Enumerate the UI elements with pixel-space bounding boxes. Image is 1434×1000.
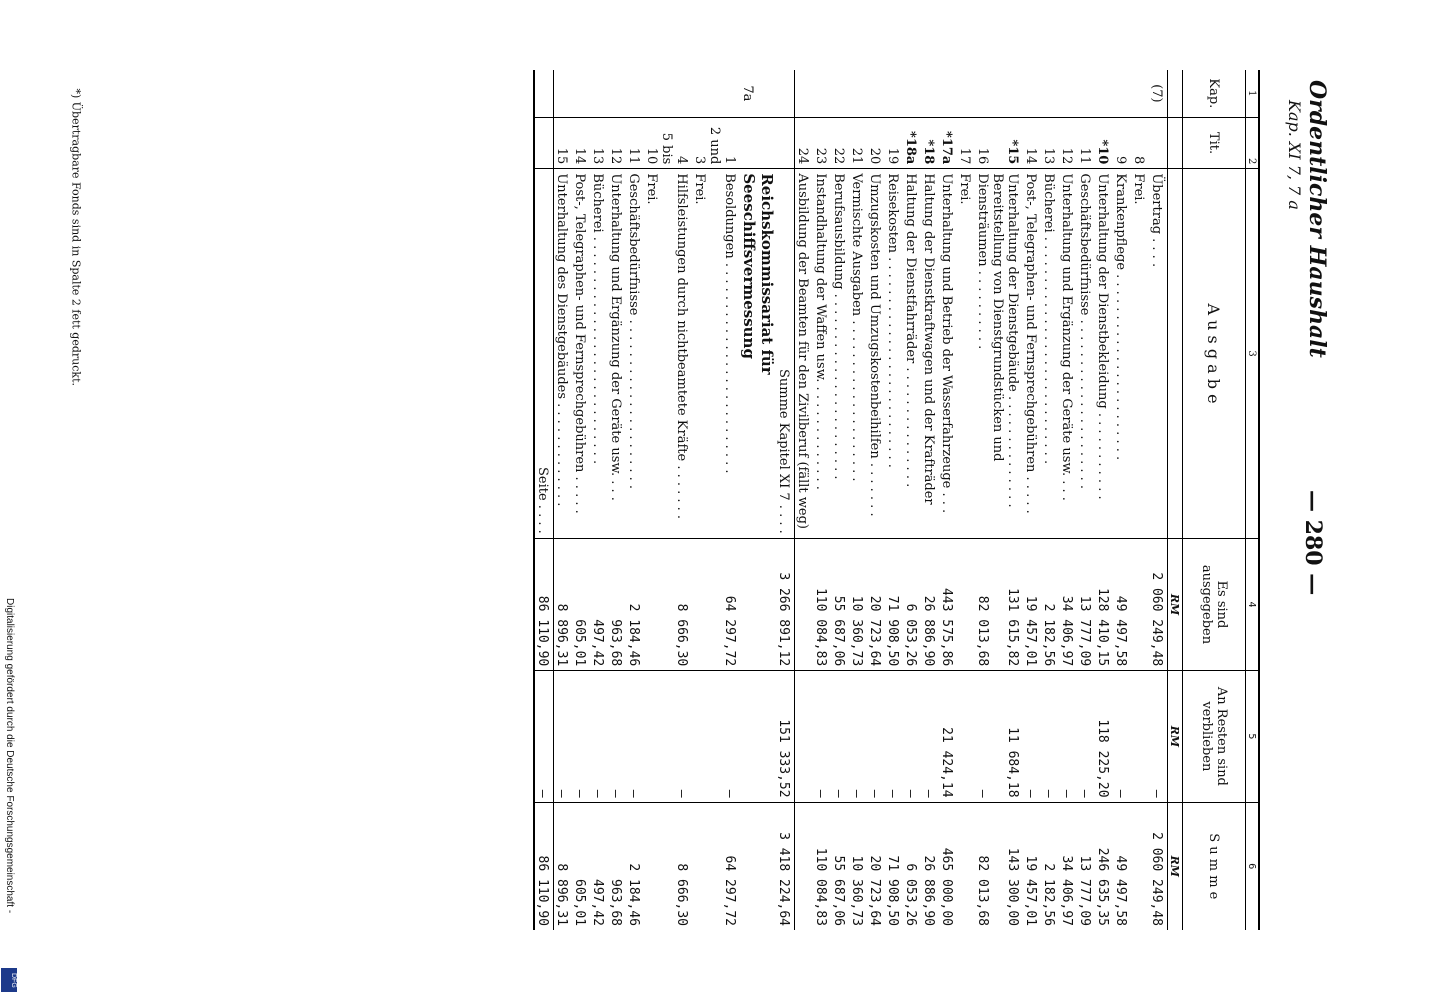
cell-ausgabe: Post-, Telegraphen- und Fernsprechgebühren . . . . . (572, 169, 590, 538)
cell-ausgabe: Unterhaltung und Betrieb der Wasserfahrzeuge . . . (939, 169, 957, 538)
cell-ausgegeben: 71 908,50 (885, 538, 903, 671)
cell-kap (608, 70, 626, 117)
table-row (1149, 70, 1168, 930)
cell-kap (626, 70, 644, 117)
cell-kap (903, 70, 921, 117)
cell-reste: — (590, 671, 608, 802)
cell-reste: — (572, 671, 590, 802)
cell-reste: — (626, 671, 644, 802)
cell-kap (795, 70, 814, 117)
table-row (921, 70, 939, 930)
cell-summe: 19 457,01 (1023, 802, 1041, 930)
cell-summe (957, 802, 975, 930)
cell-ausgegeben: 34 406,97 (1059, 538, 1077, 671)
cell-summe: 143 300,00 (1005, 802, 1023, 930)
cell-reste: — (722, 671, 740, 802)
cell-ausgabe: Unterhaltung des Dienstgebäudes . . . . . . . . . . . . . (554, 169, 573, 538)
cell-ausgabe: Haltung der Dienstfahrräder . . . . . . . . . . . . . . . (903, 169, 921, 538)
cell-reste: — (903, 671, 921, 802)
cell-kap (1041, 70, 1059, 117)
total-summe: 3 418 224,64 (776, 802, 795, 930)
cell-ausgabe: Umzugskosten und Umzugskostenbeihilfen . . . . . . . (867, 169, 885, 538)
table-row (975, 70, 1005, 930)
cell-tit: *15 (1005, 117, 1023, 169)
cell-summe: 64 297,72 (722, 802, 740, 930)
cell-reste: — (885, 671, 903, 802)
page-total-summe: 86 110,90 (534, 802, 554, 930)
cell-reste: — (1059, 671, 1077, 802)
cell-reste: — (1023, 671, 1041, 802)
cell-kap (1005, 70, 1023, 117)
cell-kap (885, 70, 903, 117)
table-row (1023, 70, 1041, 930)
cell-reste: — (849, 671, 867, 802)
cell-summe: 6 053,26 (903, 802, 921, 930)
cell-ausgabe: Unterhaltung der Dienstbekleidung . . . . . . . . . . . (1095, 169, 1113, 538)
table-row (674, 70, 692, 930)
cell-summe: 497,42 (590, 802, 608, 930)
cell-tit: 14 (1023, 117, 1041, 169)
cell-kap (957, 70, 975, 117)
cell-kap (674, 70, 692, 117)
cell-reste: 21 424,14 (939, 671, 957, 802)
unit-row (1168, 70, 1183, 930)
cell-ausgegeben: 605,01 (572, 538, 590, 671)
table-row (957, 70, 975, 930)
header-kap: Kap. (1183, 70, 1246, 117)
table-row (644, 70, 674, 930)
cell-ausgabe: Bereitstellung von Dienstgrundstücken und Diensträumen . . . . . . . . . . (975, 169, 1005, 538)
table-row (813, 70, 831, 930)
cell-tit: 2 und 3 (692, 117, 722, 169)
cell-ausgegeben: 443 575,86 (939, 538, 957, 671)
cell-reste: — (1077, 671, 1095, 802)
cell-ausgabe: Geschäftsbedürfnisse . . . . . . . . . . . . . . . . . . . . . (626, 169, 644, 538)
cell-summe: 10 360,73 (849, 802, 867, 930)
unit-col5: RM (1168, 671, 1183, 802)
table-row (554, 70, 573, 930)
cell-ausgabe: Bücherei . . . . . . . . . . . . . . . . . . . . . . . . . . . . (590, 169, 608, 538)
cell-tit: 13 (590, 117, 608, 169)
cell-tit: 4 (674, 117, 692, 169)
cell-tit: 23 (813, 117, 831, 169)
page-header (1280, 70, 1340, 930)
unit-col4: RM (1168, 538, 1183, 671)
total-row (776, 70, 795, 930)
chapter-7-rows (795, 70, 1168, 930)
rotated-document (60, 70, 1340, 930)
column-number: 5 (1246, 671, 1260, 802)
cell-tit: 17 (957, 117, 975, 169)
section-title: Reichskommissariat für Seeschiffsvermessung (740, 169, 776, 538)
cell-tit: 19 (885, 117, 903, 169)
cell-kap: (7) (1149, 84, 1164, 103)
cell-summe: 34 406,97 (1059, 802, 1077, 930)
cell-ausgabe: Übertrag . . . . (1149, 169, 1168, 538)
table-row (939, 70, 957, 930)
cell-kap (554, 70, 573, 117)
cell-reste: — (921, 671, 939, 802)
column-number-row (1246, 70, 1260, 930)
table-row (608, 70, 626, 930)
cell-kap (1023, 70, 1041, 117)
header-reste: An Resten sind verblieben (1183, 671, 1246, 802)
cell-kap (590, 70, 608, 117)
footnote (66, 88, 83, 412)
cell-ausgegeben (644, 538, 674, 671)
cell-reste (957, 671, 975, 802)
cell-tit: 21 (849, 117, 867, 169)
cell-reste: — (1149, 671, 1168, 802)
cell-summe (692, 802, 722, 930)
cell-ausgabe: Instandhaltung der Waffen usw. . . . . . . . . . . . . . (813, 169, 831, 538)
cell-ausgabe: Berufsausbildung . . . . . . . . . . . . . . . . . . . . . . . (831, 169, 849, 538)
cell-ausgegeben: 10 360,73 (849, 538, 867, 671)
cell-ausgabe: Frei. (957, 169, 975, 538)
cell-ausgabe: Unterhaltung und Ergänzung der Geräte usw. . . . (608, 169, 626, 538)
cell-tit: *17a (939, 117, 957, 169)
cell-summe: 465 000,00 (939, 802, 957, 930)
cell-ausgegeben (795, 538, 814, 671)
cell-ausgegeben: 19 457,01 (1023, 538, 1041, 671)
cell-ausgegeben: 20 723,64 (867, 538, 885, 671)
cell-summe: 110 084,83 (813, 802, 831, 930)
cell-ausgegeben: 64 297,72 (722, 538, 740, 671)
cell-reste (795, 671, 814, 802)
cell-ausgegeben: 110 084,83 (813, 538, 831, 671)
page-title: Ordentlicher Haushalt (1304, 80, 1330, 358)
cell-summe: 8 896,31 (554, 802, 573, 930)
table-row (1095, 70, 1113, 930)
cell-kap (975, 70, 1005, 117)
cell-summe: 963,68 (608, 802, 626, 930)
section-kap: 7a (740, 85, 755, 102)
total-ausgegeben: 3 266 891,12 (776, 538, 795, 671)
cell-kap (831, 70, 849, 117)
cell-ausgegeben: 13 777,09 (1077, 538, 1095, 671)
cell-ausgegeben (692, 538, 722, 671)
cell-ausgabe: Geschäftsbedürfnisse . . . . . . . . . . . . . . . . . . . . . (1077, 169, 1095, 538)
page-total-section (534, 70, 554, 930)
column-number: 2 (1246, 117, 1260, 169)
chapter-subtitle: Kap. XI 7, 7 a (1285, 100, 1304, 210)
table-row (849, 70, 867, 930)
table-row (626, 70, 644, 930)
cell-summe: 49 497,58 (1113, 802, 1131, 930)
cell-summe: 13 777,09 (1077, 802, 1095, 930)
table-row (903, 70, 921, 930)
column-header-row (1183, 70, 1246, 930)
cell-ausgabe: Ausbildung der Beamten für den Zivilberuf (fällt weg) (795, 169, 814, 538)
chapter-7a-rows (554, 70, 741, 930)
page-total-row (534, 70, 554, 930)
page-number: — 280 — (1300, 490, 1326, 596)
cell-ausgegeben: 2 184,46 (626, 538, 644, 671)
cell-tit: 1 (722, 117, 740, 169)
cell-summe: 26 886,90 (921, 802, 939, 930)
cell-summe: 2 060 249,48 (1149, 802, 1168, 930)
total-label: Summe Kapitel XI 7 . . . . (776, 169, 795, 538)
cell-ausgabe: Vermischte Ausgaben . . . . . . . . . . . . . . . . . . . . (849, 169, 867, 538)
total-reste: 151 333,52 (776, 671, 795, 802)
table-row (1113, 70, 1131, 930)
cell-tit: *18a (903, 117, 921, 169)
table-row (722, 70, 740, 930)
cell-tit: 13 (1041, 117, 1059, 169)
cell-kap (644, 70, 674, 117)
cell-summe: 55 687,06 (831, 802, 849, 930)
cell-ausgabe: Besoldungen . . . . . . . . . . . . . . . . . . . . . . . . . . (722, 169, 740, 538)
cell-reste: — (554, 671, 573, 802)
table-row (795, 70, 814, 930)
chapter-7-total (740, 70, 795, 930)
cell-tit: *10 (1095, 117, 1113, 169)
cell-tit: 5 bis 10 (644, 117, 674, 169)
cell-ausgegeben: 8 896,31 (554, 538, 573, 671)
cell-kap (867, 70, 885, 117)
table-row (1041, 70, 1059, 930)
cell-summe: 8 666,30 (674, 802, 692, 930)
cell-tit: *18 (921, 117, 939, 169)
cell-summe: 20 723,64 (867, 802, 885, 930)
header-tit: Tit. (1183, 117, 1246, 169)
cell-ausgabe: Unterhaltung und Ergänzung der Geräte usw. . . . (1059, 169, 1077, 538)
page-total-reste: — (534, 671, 554, 802)
budget-table (533, 70, 1260, 930)
table-row (831, 70, 849, 930)
cell-ausgabe: Frei. (644, 169, 674, 538)
cell-kap (1113, 70, 1131, 117)
cell-reste: — (813, 671, 831, 802)
cell-ausgegeben: 8 666,30 (674, 538, 692, 671)
cell-tit: 15 (554, 117, 573, 169)
cell-summe (1131, 802, 1149, 930)
cell-summe (795, 802, 814, 930)
table-row (572, 70, 590, 930)
cell-ausgabe: Krankenpflege . . . . . . . . . . . . . . . . . . . . . . . (1113, 169, 1131, 538)
cell-ausgabe: Reisekosten . . . . . . . . . . . . . . . . . . . . . . . . . . (885, 169, 903, 538)
dfg-logo: DFG (1, 968, 17, 992)
table-row (1005, 70, 1023, 930)
cell-ausgabe: Post-, Telegraphen- und Fernsprechgebühren . . . . . (1023, 169, 1041, 538)
table-row (1059, 70, 1077, 930)
page-total-ausgegeben: 86 110,90 (534, 538, 554, 671)
cell-ausgegeben: 2 182,56 (1041, 538, 1059, 671)
cell-tit: 24 (795, 117, 814, 169)
cell-tit: 12 (608, 117, 626, 169)
cell-summe: 605,01 (572, 802, 590, 930)
cell-ausgegeben: 82 013,68 (975, 538, 1005, 671)
cell-kap (692, 70, 722, 117)
cell-kap (1095, 70, 1113, 117)
cell-kap (849, 70, 867, 117)
cell-ausgabe: Haltung der Dienstkraftwagen und der Krafträder (921, 169, 939, 538)
cell-kap (572, 70, 590, 117)
cell-tit: 22 (831, 117, 849, 169)
cell-tit (1149, 117, 1168, 169)
header-summe: S u m m e (1183, 802, 1246, 930)
cell-summe: 246 635,35 (1095, 802, 1113, 930)
cell-tit: 16 (975, 117, 1005, 169)
cell-kap (921, 70, 939, 117)
cell-tit: 12 (1059, 117, 1077, 169)
table-row (867, 70, 885, 930)
credit-text: Digitalisierung gefördert durch die Deutsche Forschungsgemeinschaft - (4, 598, 15, 914)
cell-ausgabe: Frei. (692, 169, 722, 538)
unit-col6: RM (1168, 802, 1183, 930)
cell-ausgegeben: 26 886,90 (921, 538, 939, 671)
cell-tit: 11 (1077, 117, 1095, 169)
cell-kap (1059, 70, 1077, 117)
cell-tit: 8 (1131, 117, 1149, 169)
cell-reste: — (1113, 671, 1131, 802)
cell-reste: — (975, 671, 1005, 802)
cell-kap (722, 70, 740, 117)
table-row (1131, 70, 1149, 930)
cell-ausgegeben: 6 053,26 (903, 538, 921, 671)
cell-reste (644, 671, 674, 802)
cell-tit: 14 (572, 117, 590, 169)
cell-ausgegeben: 497,42 (590, 538, 608, 671)
cell-ausgegeben: 128 410,15 (1095, 538, 1113, 671)
column-number: 3 (1246, 169, 1260, 538)
cell-ausgegeben (1131, 538, 1149, 671)
column-number: 4 (1246, 538, 1260, 671)
cell-summe: 71 908,50 (885, 802, 903, 930)
table-row (590, 70, 608, 930)
cell-kap (939, 70, 957, 117)
cell-kap (813, 70, 831, 117)
cell-reste: — (831, 671, 849, 802)
cell-ausgabe: Bücherei . . . . . . . . . . . . . . . . . . . . . . . . . . . . (1041, 169, 1059, 538)
cell-tit: 11 (626, 117, 644, 169)
cell-kap (1131, 70, 1149, 117)
cell-summe: 2 182,56 (1041, 802, 1059, 930)
column-number: 6 (1246, 802, 1260, 930)
cell-ausgegeben: 49 497,58 (1113, 538, 1131, 671)
cell-summe (644, 802, 674, 930)
cell-reste: 118 225,20 (1095, 671, 1113, 802)
table-row (885, 70, 903, 930)
header-ausgabe: A u s g a b e (1183, 169, 1246, 538)
cell-kap (1077, 70, 1095, 117)
header-ausgegeben: Es sind ausgegeben (1183, 538, 1246, 671)
digitization-credit (2, 600, 18, 995)
cell-ausgegeben: 963,68 (608, 538, 626, 671)
cell-reste (1131, 671, 1149, 802)
table-row (692, 70, 722, 930)
page-total-label: Seite . . . . (534, 169, 554, 538)
cell-reste: — (1041, 671, 1059, 802)
footnote-text: *) Übertragbare Fonds sind in Spalte 2 fett gedruckt. (69, 88, 83, 386)
cell-reste: — (674, 671, 692, 802)
cell-ausgabe: Unterhaltung der Dienstgebäude . . . . . . . . . . . . . . (1005, 169, 1023, 538)
column-number: 1 (1246, 70, 1260, 117)
cell-summe: 82 013,68 (975, 802, 1005, 930)
cell-reste (692, 671, 722, 802)
section-7a-heading (740, 70, 776, 930)
cell-ausgabe: Frei. (1131, 169, 1149, 538)
document-page (60, 70, 1340, 930)
cell-ausgegeben: 55 687,06 (831, 538, 849, 671)
cell-ausgegeben: 131 615,82 (1005, 538, 1023, 671)
table-row (1077, 70, 1095, 930)
cell-ausgabe: Hilfsleistungen durch nichtbeamtete Kräfte . . . . . . . (674, 169, 692, 538)
cell-reste: — (608, 671, 626, 802)
cell-reste: — (867, 671, 885, 802)
cell-tit: 9 (1113, 117, 1131, 169)
cell-reste: 11 684,18 (1005, 671, 1023, 802)
cell-tit: 20 (867, 117, 885, 169)
cell-summe: 2 184,46 (626, 802, 644, 930)
cell-ausgegeben (957, 538, 975, 671)
cell-ausgegeben: 2 060 249,48 (1149, 538, 1168, 671)
